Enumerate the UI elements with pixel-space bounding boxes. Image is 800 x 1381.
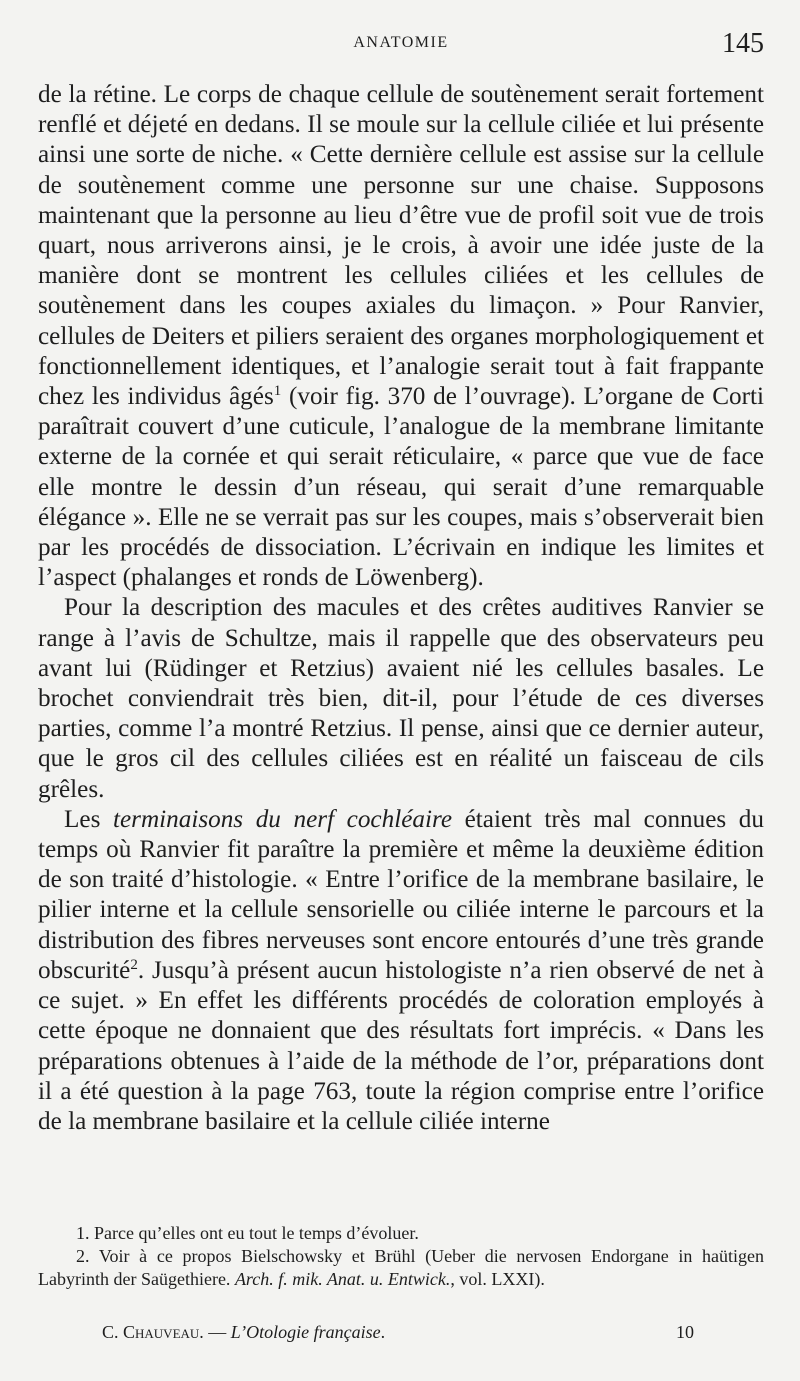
author-initial: C. — [102, 1322, 124, 1342]
running-head — [38, 30, 764, 64]
footnote-text: , vol. LXXI). — [450, 1269, 545, 1289]
paragraph-retina — [38, 80, 764, 593]
signature-separator: . — — [199, 1322, 231, 1342]
paragraph-text: (voir fig. 370 de l’ouvrage). L’organe de Corti paraîtrait couvert d’une cuticule, l’analogue de la membrane limitante externe de la cornée et qui serait réticulaire, « parce que vue de face elle montre le dessin d’un réseau, qui serait d’une remarquable élégance ». Elle ne se verrait pas sur les coupes, mais s’observerait bien par les procédés de dissociation. L’écrivain en indique les limites et l’aspect (phalanges et ronds de Löwenberg). — [38, 383, 764, 592]
signature-mark: 10 — [676, 1322, 694, 1342]
page-number: 145 — [722, 28, 764, 59]
paragraph-text: de la rétine. Le corps de chaque cellule de soutènement serait fortement renflé et déjeté en dedans. Il se moule sur la cellule ciliée et lui présente ainsi une sorte de niche. « Cette dernière cellule est assise sur la cellule de soutènement comme une personne sur une chaise. Supposons maintenant que la personne au lieu d’être vue de profil soit vue de trois quart, nous arriverons ainsi, je le crois, à avoir une idée juste de la manière dont se montrent les cellules ciliées et les cellules de soutènement dans les coupes axiales du limaçon. » Pour Ranvier, cellules de Deiters et piliers seraient des organes morphologiquement et fonctionnellement identiques, et l’analogie serait tout à fait frappante chez les individus âgés — [38, 81, 764, 411]
paragraph-macules: Pour la description des macules et des crêtes auditives Ranvier se range à l’avis de Schultze, mais il rappelle que des observateurs peu avant lui (Rüdinger et Retzius) avaient nié les cellules basales. Le brochet conviendrait très bien, dit-il, pour l’étude de ces diverses parties, comme l’a montré Retzius. Il pense, ainsi que ce dernier auteur, que le gros cil des cellules ciliées est en réalité un faisceau de cils grêles. — [38, 594, 764, 803]
footnote-number: 1. — [76, 1223, 90, 1243]
footnote-2 — [38, 1245, 764, 1291]
footnotes — [38, 1222, 764, 1291]
journal-title: Arch. f. mik. Anat. u. Entwick. — [234, 1269, 451, 1289]
running-title: ANATOMIE — [353, 34, 449, 51]
paragraph-text: . Jusqu’à présent aucun histologiste n’a rien observé de net à ce sujet. » En effet les différents procédés de coloration employés à cette époque ne donnaient que des résultats fort imprécis. « Dans les préparations obtenues à l’aide de la méthode de l’or, préparations dont il a été question à la page 763, toute la région comprise entre l’orifice de la membrane basilaire et la cellule ciliée interne — [38, 956, 764, 1135]
footnote-text: Parce qu’elles ont eu tout le temps d’évoluer. — [94, 1223, 419, 1243]
signature-end: . — [380, 1322, 386, 1342]
footnote-number: 2. — [76, 1246, 90, 1266]
paragraph-terminaisons — [38, 805, 764, 1137]
book-title: L’Otologie française — [230, 1322, 381, 1342]
paragraph-text: Les — [64, 805, 113, 833]
author-name: Chauveau — [123, 1322, 200, 1342]
printer-signature — [38, 1322, 764, 1348]
paragraph-text: étaient très mal connues du temps où Ranvier fit paraître la première et même la deuxième édition de son traité d’histologie. « Entre l’orifice de la membrane basilaire, le pilier interne et la cellule sensorielle ou ciliée interne le parcours et la distribution des fibres nerveuses sont encore entourés d’une très grande obscurité — [38, 805, 764, 984]
footnote-reference: 1 — [273, 383, 282, 400]
signature-line — [102, 1322, 385, 1343]
footnote-reference: 2 — [130, 956, 138, 973]
italic-term: terminaisons du nerf cochléaire — [112, 805, 453, 833]
footnote-text: Voir à ce propos Bielschowsky et Brühl (Ueber die nervosen Endorgane in haütigen Labyrinth der Saügethiere. — [38, 1246, 764, 1289]
footnote-1 — [38, 1222, 764, 1245]
body-text — [38, 80, 764, 1137]
